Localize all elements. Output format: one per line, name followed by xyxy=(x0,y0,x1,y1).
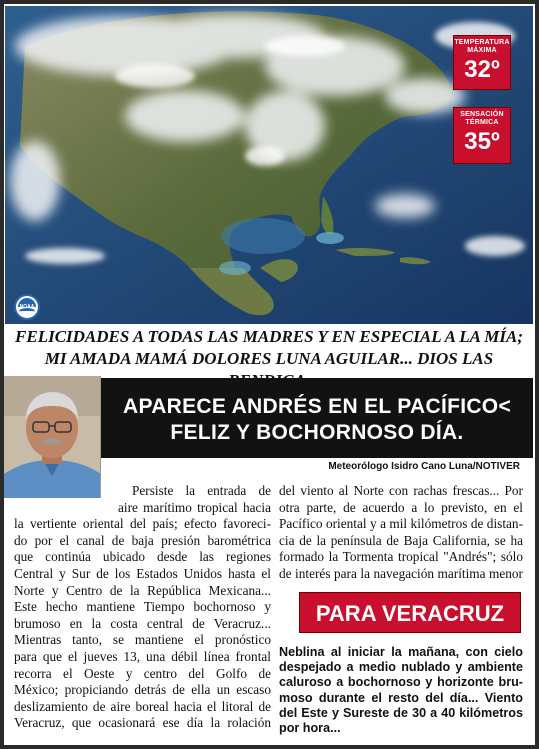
body-right-line: de interés para la navegación marítima menor xyxy=(279,565,523,581)
greeting-line-2: MI AMADA MAMÁ DOLORES LUNA AGUILAR... DIOS LAS xyxy=(44,349,494,368)
veracruz-forecast xyxy=(279,645,523,736)
headline-line-1: APARECE ANDRÉS EN EL PACÍFICO< xyxy=(122,395,512,418)
feels-like-badge xyxy=(453,107,511,164)
headline-line-2: FELIZ Y BOCHORNOSO DÍA. xyxy=(170,421,464,444)
body-left-line: México; propiciando detrás de ella un escaso xyxy=(14,682,271,698)
max-temperature-label: TEMPERATURA MÁXIMA xyxy=(454,39,510,54)
body-left-line: brumoso en la costa central de Veracruz... xyxy=(14,615,271,631)
feels-like-value: 35º xyxy=(464,128,500,155)
forecast-line: del Este y Sureste de 30 a 40 kilómetros xyxy=(279,705,523,720)
body-left-line: deslizamiento de aire boreal hacia el litoral de xyxy=(14,698,271,714)
body-left-line: Norte y Centro de la República Mexicana... xyxy=(14,582,271,598)
body-left-line: Veracruz, que ocasionará ese día la rolación xyxy=(14,715,271,731)
satellite-map xyxy=(5,6,533,324)
body-right-line: del viento al Norte con rachas frescas... Por xyxy=(279,483,523,498)
noaa-logo-icon: NOAA xyxy=(14,294,40,320)
forecast-line: despejado a medio nublado y ambiente xyxy=(279,660,523,675)
body-left-line: recorra el Oeste y centro del Golfo de xyxy=(14,665,271,681)
article-column-left xyxy=(14,483,271,732)
body-left-line: Persiste la entrada de xyxy=(132,483,271,498)
greeting-line-1: FELICIDADES A TODAS LAS MADRES Y EN ESPECIAL A LA MÍA; xyxy=(15,327,523,346)
body-left-line: do por el canal de baja presión barométrica xyxy=(14,532,271,548)
body-left-line: para que el jueves 13, una débil línea frontal xyxy=(14,648,271,664)
body-right-line: formado la Tormenta tropical "Andrés"; sólo xyxy=(279,549,523,565)
forecast-line: moso durante el resto del día... Viento xyxy=(279,690,523,705)
body-left-line: que continúa ubicado desde las regiones xyxy=(14,549,271,565)
forecast-line: por hora... xyxy=(279,721,341,736)
article-column-right xyxy=(279,483,523,583)
body-left-line: la vertiente oriental del país; efecto favoreci- xyxy=(14,516,271,532)
body-left-line: Mientras tanto, se mantiene el pronóstico xyxy=(14,632,271,648)
forecast-line: Neblina al iniciar la mañana, con cielo xyxy=(279,645,523,659)
body-left-line: aire marítimo tropical hacia xyxy=(118,499,271,515)
author-photo xyxy=(4,376,101,498)
max-temperature-value: 32º xyxy=(464,56,500,83)
forecast-line: caluroso a bochornoso y horizonte bru- xyxy=(279,675,523,690)
body-right-line: Pacífico oriental y a mil kilómetros de distan- xyxy=(279,516,523,532)
body-right-line: otra parte, de acuerdo a lo previsto, en el xyxy=(279,499,523,515)
body-left-line: Este hecho mantiene Tiempo bochornoso y xyxy=(14,599,271,615)
max-temperature-badge xyxy=(453,35,511,90)
headline-banner xyxy=(101,378,533,458)
feels-like-label: SENSACIÓN TÉRMICA xyxy=(460,111,504,126)
body-right-line: cia de la península de Baja California, se ha xyxy=(279,532,523,548)
body-left-line: Central y Sur de los Estados Unidos hasta el xyxy=(14,565,271,581)
veracruz-section-title: PARA VERACRUZ xyxy=(299,592,521,633)
byline: Meteorólogo Isidro Cano Luna/NOTIVER xyxy=(328,461,520,472)
